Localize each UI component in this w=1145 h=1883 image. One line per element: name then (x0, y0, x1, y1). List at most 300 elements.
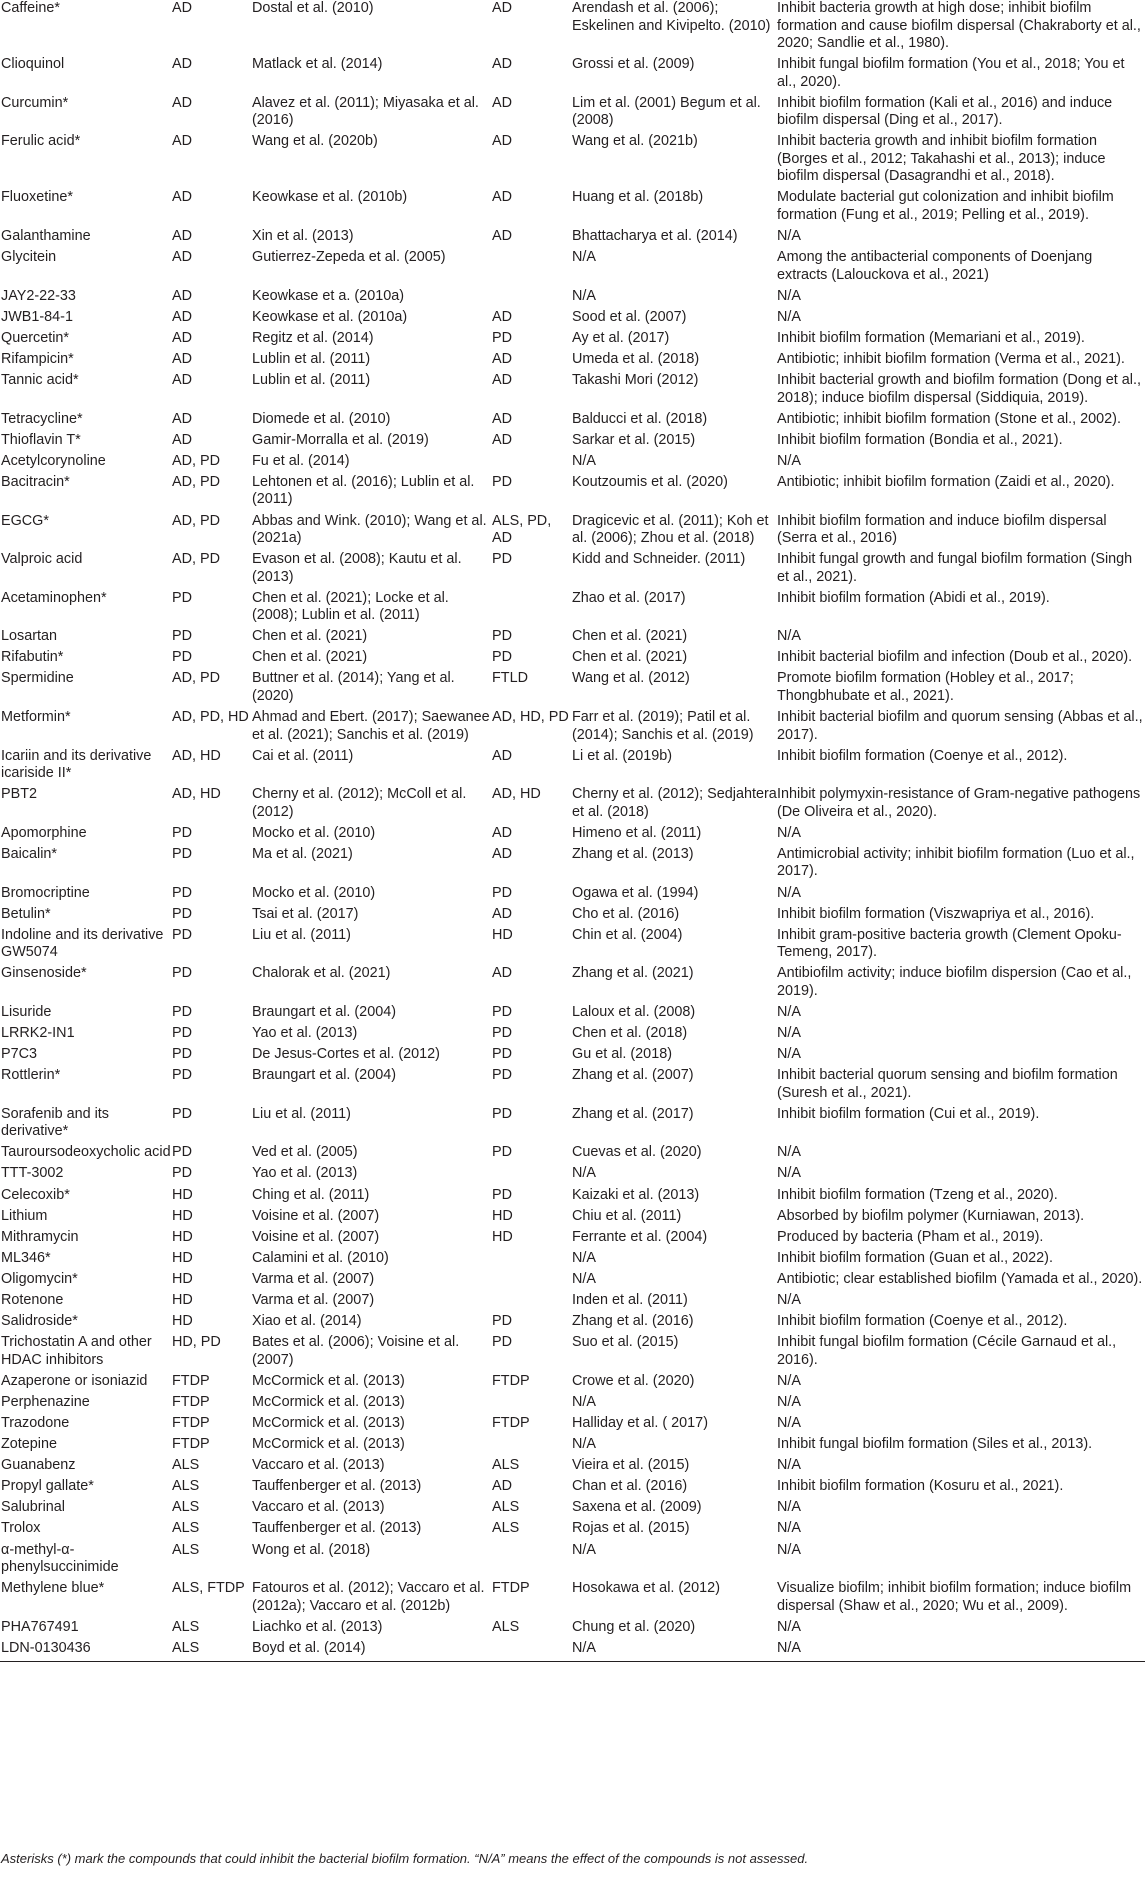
model-reference-cell: Gamir-Morralla et al. (2019) (252, 431, 429, 448)
compound-cell: Spermidine (1, 670, 74, 687)
other-disease-cell (492, 590, 572, 629)
biofilm-effect-cell: N/A (777, 287, 801, 304)
other-reference-cell: N/A (572, 1436, 596, 1453)
model-reference-cell: Buttner et al. (2014); Yang et al. (2020) (252, 670, 455, 704)
compound-cell: Clioquinol (1, 56, 65, 73)
table-row (0, 927, 1145, 966)
biofilm-effect-cell: Antimicrobial activity; inhibit biofilm formation (Luo et al., 2017). (777, 845, 1135, 880)
disease-model-cell: AD (172, 329, 192, 346)
other-disease-cell: AD (492, 189, 512, 206)
other-disease-cell: PD (492, 1025, 512, 1041)
table-row (0, 1292, 1145, 1313)
disease-model-cell: PD (172, 1144, 192, 1161)
disease-model-cell: PD (172, 1165, 192, 1182)
model-reference-cell: Liu et al. (2011) (252, 926, 351, 943)
other-reference-cell: Lim et al. (2001) Begum et al. (2008) (572, 94, 761, 129)
model-reference-cell: De Jesus-Cortes et al. (2012) (252, 1046, 440, 1063)
biofilm-effect-cell: Antibiotic; clear established biofilm (Yamada et al., 2020). (777, 1270, 1143, 1287)
biofilm-effect-cell: Inhibit bacterial biofilm and infection (Doub et al., 2020). (777, 649, 1133, 666)
table-row (0, 1106, 1145, 1145)
compound-cell: Lithium (1, 1207, 48, 1224)
compound-cell: Baicalin* (1, 845, 57, 862)
disease-model-cell: HD, PD (172, 1334, 221, 1351)
compound-cell: Acetylcorynoline (1, 452, 106, 469)
biofilm-effect-cell: Antibiotic; inhibit biofilm formation (Zaidi et al., 2020). (777, 473, 1115, 490)
model-reference-cell: Voisine et al. (2007) (252, 1207, 380, 1224)
model-reference-cell: Diomede et al. (2010) (252, 410, 391, 427)
table-row (0, 1144, 1145, 1165)
other-reference-cell: Chen et al. (2021) (572, 628, 688, 645)
model-reference-cell: Chen et al. (2021) (252, 649, 368, 666)
other-reference-cell: Sood et al. (2007) (572, 308, 687, 325)
other-disease-cell: HD (492, 926, 513, 943)
model-reference-cell: Ma et al. (2021) (252, 845, 353, 862)
disease-model-cell: ALS (172, 1541, 200, 1558)
compound-cell: LRRK2-IN1 (1, 1025, 75, 1041)
model-reference-cell: Bates et al. (2006); Voisine et al. (2007) (252, 1334, 460, 1368)
other-reference-cell: N/A (572, 1640, 777, 1662)
model-reference-cell: Lublin et al. (2011) (252, 372, 371, 389)
disease-model-cell: AD (172, 410, 192, 427)
model-reference-cell: Braungart et al. (2004) (252, 1067, 396, 1084)
other-disease-cell (492, 288, 572, 309)
table-row (0, 1250, 1145, 1271)
model-reference-cell: Fatouros et al. (2012); Vaccaro et al. (2012a); Vaccaro et al. (2012b) (252, 1580, 485, 1614)
other-reference-cell: N/A (572, 1541, 596, 1558)
compound-cell: Azaperone or isoniazid (1, 1372, 148, 1389)
table-row (0, 1436, 1145, 1457)
table-row (0, 56, 1145, 95)
biofilm-effect-cell: N/A (777, 1499, 801, 1516)
disease-model-cell: PD (172, 905, 192, 922)
other-reference-cell: Grossi et al. (2009) (572, 56, 695, 73)
table-row (0, 411, 1145, 432)
biofilm-effect-cell: Inhibit biofilm formation (Abidi et al., 2019). (777, 589, 1050, 606)
compound-cell: Trolox (1, 1520, 41, 1537)
other-reference-cell: Saxena et al. (2009) (572, 1499, 702, 1516)
disease-model-cell: HD (172, 1228, 193, 1245)
disease-model-cell: AD, PD (172, 551, 220, 568)
other-reference-cell: Chiu et al. (2011) (572, 1207, 682, 1224)
table-row (0, 1640, 1145, 1662)
other-reference-cell: Cho et al. (2016) (572, 905, 680, 922)
table-row (0, 1067, 1145, 1106)
other-reference-cell: Gu et al. (2018) (572, 1046, 672, 1063)
table-row (0, 372, 1145, 411)
other-disease-cell: PD (492, 1144, 512, 1161)
biofilm-effect-cell: N/A (777, 1372, 801, 1389)
other-reference-cell: Chen et al. (2021) (572, 649, 688, 666)
compound-cell: Tetracycline* (1, 410, 83, 427)
other-disease-cell: PD (492, 628, 512, 645)
biofilm-effect-cell: N/A (777, 628, 801, 645)
table-row (0, 1415, 1145, 1436)
model-reference-cell: Xin et al. (2013) (252, 227, 354, 244)
disease-model-cell: AD (172, 350, 192, 367)
compound-cell: Quercetin* (1, 329, 69, 346)
disease-model-cell: PD (172, 926, 192, 943)
other-disease-cell: HD (492, 1207, 513, 1224)
other-reference-cell: N/A (572, 452, 596, 469)
table-row (0, 748, 1145, 787)
table-row (0, 649, 1145, 670)
model-reference-cell: Varma et al. (2007) (252, 1292, 375, 1309)
biofilm-effect-cell: Visualize biofilm; inhibit biofilm formation; induce biofilm dispersal (Shaw et al., 2020; Wu et al., 2009). (777, 1580, 1132, 1614)
disease-model-cell: PD (172, 965, 192, 982)
model-reference-cell: Cai et al. (2011) (252, 747, 354, 764)
disease-model-cell: PD (172, 1003, 192, 1020)
compound-cell: EGCG* (1, 512, 49, 529)
other-disease-cell (492, 1394, 572, 1415)
biofilm-effect-cell: Inhibit biofilm formation (Coenye et al., 2012). (777, 1313, 1068, 1330)
biofilm-effect-cell: Inhibit biofilm formation (Kosuru et al., 2021). (777, 1478, 1064, 1495)
model-reference-cell: Matlack et al. (2014) (252, 56, 383, 73)
compound-cell: JWB1-84-1 (1, 308, 73, 325)
compound-cell: α-methyl-α-phenylsuccinimide (1, 1541, 119, 1576)
compound-cell: Losartan (1, 628, 58, 645)
disease-model-cell: FTDP (172, 1415, 210, 1431)
other-disease-cell: AD (492, 56, 512, 73)
table-row (0, 133, 1145, 189)
table-row (0, 1208, 1145, 1229)
other-reference-cell: Takashi Mori (2012) (572, 372, 699, 389)
other-disease-cell (492, 1250, 572, 1271)
biofilm-effect-cell: N/A (777, 1292, 801, 1309)
model-reference-cell: Vaccaro et al. (2013) (252, 1499, 385, 1516)
table-row (0, 453, 1145, 474)
model-reference-cell: Wang et al. (2020b) (252, 133, 378, 150)
other-disease-cell: PD (492, 1105, 512, 1122)
other-reference-cell: Rojas et al. (2015) (572, 1520, 690, 1537)
disease-model-cell: ALS (172, 1618, 200, 1635)
other-disease-cell: FTDP (492, 1580, 530, 1597)
biofilm-effect-cell: Inhibit biofilm formation (Kali et al., 2016) and induce biofilm dispersal (Ding et al., 2017). (777, 94, 1113, 129)
compound-cell: PBT2 (1, 786, 37, 803)
table-row (0, 551, 1145, 590)
table-row (0, 1025, 1145, 1046)
model-reference-cell: Tauffenberger et al. (2013) (252, 1478, 422, 1495)
other-disease-cell: ALS (492, 1618, 520, 1635)
model-reference-cell: Chalorak et al. (2021) (252, 965, 391, 982)
biofilm-effect-cell: Inhibit bacterial biofilm and quorum sensing (Abbas et al., 2017). (777, 709, 1143, 743)
other-reference-cell: Kaizaki et al. (2013) (572, 1186, 700, 1203)
other-reference-cell: Dragicevic et al. (2011); Koh et al. (2006); Zhou et al. (2018) (572, 512, 769, 546)
table-row (0, 1373, 1145, 1394)
biofilm-effect-cell: Inhibit fungal biofilm formation (Cécile Garnaud et al., 2016). (777, 1334, 1117, 1368)
other-disease-cell: AD (492, 227, 512, 244)
biofilm-effect-cell: Inhibit biofilm formation (Bondia et al., 2021). (777, 431, 1063, 448)
compound-cell: Metformin* (1, 709, 71, 726)
table-row (0, 288, 1145, 309)
compound-cell: Glycitein (1, 249, 57, 266)
compound-cell: Bacitracin* (1, 473, 70, 490)
other-disease-cell: AD (492, 350, 512, 367)
other-reference-cell: Zhao et al. (2017) (572, 589, 686, 606)
model-reference-cell: Tsai et al. (2017) (252, 905, 359, 922)
other-reference-cell: Huang et al. (2018b) (572, 189, 704, 206)
compound-cell: Valproic acid (1, 551, 83, 568)
other-disease-cell: AD (492, 133, 512, 150)
compound-cell: P7C3 (1, 1046, 37, 1063)
model-reference-cell: Tauffenberger et al. (2013) (252, 1520, 422, 1537)
disease-model-cell: PD (172, 1046, 192, 1063)
disease-model-cell: AD, PD (172, 452, 220, 469)
table-row (0, 1394, 1145, 1415)
biofilm-effect-cell: Among the antibacterial components of Doenjang extracts (Lalouckova et al., 2021) (777, 249, 1093, 283)
model-reference-cell: Keowkase et al. (2010b) (252, 189, 408, 206)
other-reference-cell: N/A (572, 1249, 596, 1266)
table-row (0, 1187, 1145, 1208)
other-disease-cell: AD (492, 905, 512, 922)
model-reference-cell: Lublin et al. (2011) (252, 350, 371, 367)
other-disease-cell: ALS (492, 1499, 520, 1516)
other-reference-cell: Vieira et al. (2015) (572, 1457, 690, 1474)
disease-model-cell: AD (172, 0, 192, 16)
other-reference-cell: Inden et al. (2011) (572, 1292, 688, 1309)
other-disease-cell: AD, HD, PD (492, 709, 569, 726)
model-reference-cell: Cherny et al. (2012); McColl et al. (2012) (252, 786, 467, 820)
compound-cell: Trichostatin A and other HDAC inhibitors (1, 1334, 152, 1368)
biofilm-effect-cell: Antibiotic; inhibit biofilm formation (Verma et al., 2021). (777, 350, 1125, 367)
table-row (0, 1046, 1145, 1067)
disease-model-cell: AD (172, 249, 192, 266)
compound-cell: Perphenazine (1, 1393, 90, 1410)
other-disease-cell (492, 1165, 572, 1186)
compound-cell: Celecoxib* (1, 1186, 70, 1203)
biofilm-effect-cell: Inhibit fungal growth and fungal biofilm formation (Singh et al., 2021). (777, 551, 1133, 585)
compound-cell: Curcumin* (1, 94, 69, 111)
compound-cell: Sorafenib and its derivative* (1, 1105, 110, 1140)
other-reference-cell: Bhattacharya et al. (2014) (572, 227, 738, 244)
other-disease-cell: HD (492, 1228, 513, 1245)
biofilm-effect-cell: N/A (777, 308, 801, 325)
table-row (0, 1542, 1145, 1581)
compound-cell: Salubrinal (1, 1499, 65, 1516)
other-reference-cell: Cherny et al. (2012); Sedjahtera et al. (2018) (572, 786, 777, 820)
other-disease-cell: PD (492, 329, 512, 346)
table-row (0, 351, 1145, 372)
disease-model-cell: FTDP (172, 1393, 210, 1410)
disease-model-cell: FTDP (172, 1372, 210, 1389)
compound-cell: Ferulic acid* (1, 133, 81, 150)
other-reference-cell: Crowe et al. (2020) (572, 1372, 695, 1389)
table-row (0, 846, 1145, 885)
disease-model-cell: AD, PD, HD (172, 709, 249, 726)
other-disease-cell: PD (492, 1067, 512, 1084)
biofilm-effect-cell: Inhibit biofilm formation (Coenye et al., 2012). (777, 747, 1068, 764)
model-reference-cell: Ching et al. (2011) (252, 1186, 370, 1203)
compound-cell: Indoline and its derivative GW5074 (1, 926, 164, 961)
model-reference-cell: Keowkase et a. (2010a) (252, 287, 404, 304)
other-reference-cell: Wang et al. (2012) (572, 670, 690, 687)
other-reference-cell: N/A (572, 1270, 596, 1287)
model-reference-cell: McCormick et al. (2013) (252, 1436, 405, 1453)
compound-cell: Lisuride (1, 1003, 52, 1020)
table-row (0, 474, 1145, 513)
table-row (0, 513, 1145, 552)
biofilm-effect-cell: Produced by bacteria (Pham et al., 2019). (777, 1228, 1044, 1245)
table-row (0, 885, 1145, 906)
model-reference-cell: Calamini et al. (2010) (252, 1249, 389, 1266)
disease-model-cell: PD (172, 649, 192, 666)
disease-model-cell: ALS (172, 1520, 200, 1537)
other-disease-cell: PD (492, 1334, 512, 1351)
other-reference-cell: Ogawa et al. (1994) (572, 884, 699, 901)
other-reference-cell: Suo et al. (2015) (572, 1334, 679, 1351)
model-reference-cell: Lehtonen et al. (2016); Lublin et al. (2011) (252, 473, 475, 508)
disease-model-cell: PD (172, 1067, 192, 1084)
other-reference-cell: N/A (572, 1393, 596, 1410)
disease-model-cell: AD (172, 189, 192, 206)
disease-model-cell: AD, PD (172, 512, 220, 529)
biofilm-effect-cell: Inhibit gram-positive bacteria growth (Clement Opoku-Temeng, 2017). (777, 926, 1122, 961)
biofilm-effect-cell: Inhibit biofilm formation (Viszwapriya et al., 2016). (777, 905, 1095, 922)
table-row (0, 1004, 1145, 1025)
compound-cell: Propyl gallate* (1, 1478, 94, 1495)
biofilm-effect-cell: N/A (777, 824, 801, 841)
other-disease-cell: ALS (492, 1457, 520, 1474)
table-row (0, 432, 1145, 453)
model-reference-cell: Yao et al. (2013) (252, 1025, 358, 1041)
other-reference-cell: Ay et al. (2017) (572, 329, 670, 346)
biofilm-effect-cell: Inhibit biofilm formation (Guan et al., 2022). (777, 1249, 1053, 1266)
other-disease-cell: ALS, PD, AD (492, 512, 552, 546)
other-disease-cell: AD (492, 1478, 512, 1495)
compound-cell: Methylene blue* (1, 1580, 105, 1597)
biofilm-effect-cell: Inhibit fungal biofilm formation (You et al., 2018; You et al., 2020). (777, 56, 1125, 90)
biofilm-effect-cell: N/A (777, 1457, 801, 1474)
table-row (0, 1619, 1145, 1640)
other-disease-cell: AD, HD (492, 786, 541, 803)
other-disease-cell: PD (492, 551, 512, 568)
table-row (0, 1313, 1145, 1334)
biofilm-effect-cell: Inhibit biofilm formation (Memariani et al., 2019). (777, 329, 1085, 346)
other-reference-cell: Halliday et al. ( 2017) (572, 1415, 708, 1431)
disease-model-cell: AD (172, 133, 192, 150)
model-reference-cell: Evason et al. (2008); Kautu et al. (2013) (252, 551, 462, 585)
table-row (0, 709, 1145, 748)
disease-model-cell: AD (172, 287, 192, 304)
biofilm-effect-cell: Inhibit polymyxin-resistance of Gram-negative pathogens (De Oliveira et al., 2020). (777, 786, 1141, 820)
biofilm-effect-cell: N/A (777, 1025, 801, 1041)
biofilm-effect-cell: Promote biofilm formation (Hobley et al., 2017; Thongbhubate et al., 2021). (777, 670, 1074, 704)
model-reference-cell: Chen et al. (2021) (252, 628, 368, 645)
disease-model-cell: AD (172, 372, 192, 389)
compound-cell: Trazodone (1, 1415, 70, 1431)
compound-cell: Salidroside* (1, 1313, 78, 1330)
table-row (0, 1229, 1145, 1250)
biofilm-effect-cell: Absorbed by biofilm polymer (Kurniawan, 2013). (777, 1207, 1085, 1224)
other-disease-cell: AD (492, 965, 512, 982)
compound-cell: Rottlerin* (1, 1067, 61, 1084)
other-reference-cell: Ferrante et al. (2004) (572, 1228, 708, 1245)
compound-cell: Tauroursodeoxycholic acid (1, 1144, 171, 1161)
model-reference-cell: McCormick et al. (2013) (252, 1372, 405, 1389)
biofilm-effect-cell: Inhibit bacterial growth and biofilm formation (Dong et al., 2018); induce biofilm dispersal (Siddiquia, 2019). (777, 372, 1141, 406)
other-reference-cell: Sarkar et al. (2015) (572, 431, 696, 448)
other-disease-cell: FTDP (492, 1415, 530, 1431)
model-reference-cell: Yao et al. (2013) (252, 1165, 358, 1182)
other-disease-cell (492, 453, 572, 474)
compound-cell: ML346* (1, 1249, 51, 1266)
biofilm-effect-cell: Inhibit biofilm formation (Tzeng et al., 2020). (777, 1186, 1058, 1203)
other-disease-cell: PD (492, 1186, 512, 1203)
biofilm-effect-cell: N/A (777, 1144, 801, 1161)
biofilm-effect-cell: Inhibit biofilm formation (Cui et al., 2019). (777, 1105, 1040, 1122)
disease-model-cell: PD (172, 845, 192, 862)
compound-cell: Apomorphine (1, 824, 87, 841)
table-row (0, 628, 1145, 649)
biofilm-effect-cell: N/A (777, 1415, 801, 1431)
biofilm-effect-cell: Antibiofilm activity; induce biofilm dispersion (Cao et al., 2019). (777, 965, 1132, 999)
compound-cell: Rotenone (1, 1292, 64, 1309)
other-disease-cell: AD (492, 94, 512, 111)
other-reference-cell: Laloux et al. (2008) (572, 1003, 696, 1020)
biofilm-effect-cell: Inhibit bacteria growth and inhibit biofilm formation (Borges et al., 2012; Takahashi et al., 2013); induce biofilm dispersal (Dasagrandhi et al., 2018). (777, 133, 1106, 185)
compound-cell: Zotepine (1, 1436, 58, 1453)
other-reference-cell: Umeda et al. (2018) (572, 350, 700, 367)
disease-model-cell: HD (172, 1313, 193, 1330)
other-disease-cell (492, 1640, 572, 1662)
disease-model-cell: AD (172, 227, 192, 244)
biofilm-effect-cell: N/A (777, 227, 801, 244)
other-disease-cell: PD (492, 1003, 512, 1020)
other-reference-cell: N/A (572, 287, 596, 304)
compound-cell: Ginsenoside* (1, 965, 87, 982)
other-disease-cell: AD (492, 824, 512, 841)
compound-cell: PHA767491 (1, 1618, 79, 1635)
other-disease-cell: PD (492, 1046, 512, 1063)
biofilm-effect-cell: Modulate bacterial gut colonization and inhibit biofilm formation (Fung et al., 2019; Pelling et al., 2019). (777, 189, 1114, 223)
compound-cell: Galanthamine (1, 227, 91, 244)
other-reference-cell: Hosokawa et al. (2012) (572, 1580, 720, 1597)
other-reference-cell: Balducci et al. (2018) (572, 410, 708, 427)
table-row (0, 906, 1145, 927)
table-row (0, 189, 1145, 228)
other-disease-cell: ALS (492, 1520, 520, 1537)
table-row (0, 249, 1145, 288)
disease-model-cell: PD (172, 824, 192, 841)
disease-model-cell: AD (172, 308, 192, 325)
model-reference-cell: Mocko et al. (2010) (252, 824, 376, 841)
disease-model-cell: ALS (172, 1640, 252, 1662)
biofilm-effect-cell: Inhibit biofilm formation and induce biofilm dispersal (Serra et al., 2016) (777, 512, 1107, 546)
compound-cell: Betulin* (1, 905, 51, 922)
model-reference-cell: Wong et al. (2018) (252, 1541, 371, 1558)
biofilm-effect-cell: N/A (777, 1640, 1145, 1662)
other-disease-cell: PD (492, 1313, 512, 1330)
compound-cell: Tannic acid* (1, 372, 79, 389)
table-row (0, 1520, 1145, 1541)
compound-cell: Guanabenz (1, 1457, 76, 1474)
other-disease-cell (492, 1542, 572, 1581)
other-reference-cell: Kidd and Schneider. (2011) (572, 551, 746, 568)
other-reference-cell: Zhang et al. (2013) (572, 845, 694, 862)
other-reference-cell: Arendash et al. (2006); Eskelinen and Kivipelto. (2010) (572, 0, 771, 34)
table-row (0, 309, 1145, 330)
other-disease-cell: PD (492, 884, 512, 901)
other-reference-cell: Chen et al. (2018) (572, 1025, 688, 1041)
compound-cell: Acetaminophen* (1, 589, 107, 606)
other-disease-cell (492, 1271, 572, 1292)
other-reference-cell: Cuevas et al. (2020) (572, 1144, 702, 1161)
table-row (0, 1457, 1145, 1478)
model-reference-cell: Liachko et al. (2013) (252, 1618, 383, 1635)
table-footnote: Asterisks (*) mark the compounds that could inhibit the bacterial biofilm formation. “N/A” means the effect of the compounds is not assessed. (1, 1851, 809, 1866)
biofilm-effect-cell: N/A (777, 1003, 801, 1020)
model-reference-cell: Regitz et al. (2014) (252, 329, 374, 346)
disease-model-cell: HD (172, 1292, 193, 1309)
